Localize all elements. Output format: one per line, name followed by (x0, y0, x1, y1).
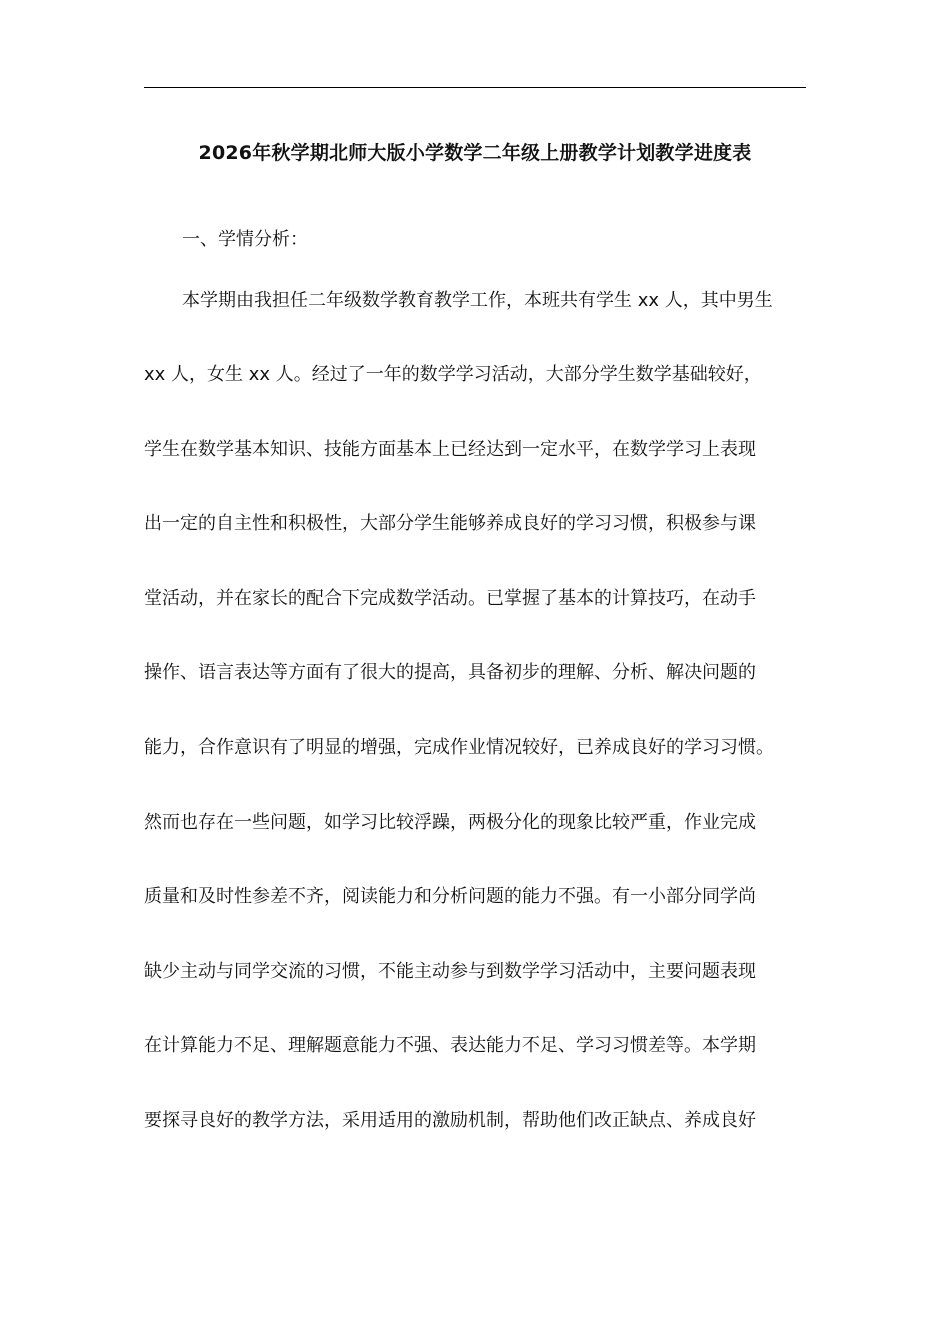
paragraph-line: xx 人，女生 xx 人。经过了一年的数学学习活动，大部分学生数学基础较好， (144, 364, 762, 385)
paragraph-line: 能力，合作意识有了明显的增强，完成作业情况较好，已养成良好的学习习惯。 (144, 737, 774, 758)
paragraph-line: 然而也存在一些问题，如学习比较浮躁，两极分化的现象比较严重，作业完成 (144, 812, 756, 833)
paragraph-line: 学生在数学基本知识、技能方面基本上已经达到一定水平，在数学学习上表现 (144, 439, 756, 460)
paragraph-line: 在计算能力不足、理解题意能力不强、表达能力不足、学习习惯差等。本学期 (144, 1035, 756, 1056)
header-rule (144, 87, 806, 88)
paragraph-line: 堂活动，并在家长的配合下完成数学活动。已掌握了基本的计算技巧，在动手 (144, 588, 756, 609)
paragraph-line: 本学期由我担任二年级数学教育教学工作，本班共有学生 xx 人，其中男生 (182, 290, 773, 311)
paragraph-line: 要探寻良好的教学方法，采用适用的激励机制，帮助他们改正缺点、养成良好 (144, 1110, 756, 1131)
paragraph-line: 操作、语言表达等方面有了很大的提高，具备初步的理解、分析、解决问题的 (144, 662, 756, 683)
paragraph-line: 缺少主动与同学交流的习惯，不能主动参与到数学学习活动中，主要问题表现 (144, 961, 756, 982)
document-title: 2026年秋学期北师大版小学数学二年级上册教学计划教学进度表 (198, 142, 752, 164)
section-heading: 一、学情分析： (182, 229, 308, 250)
paragraph-line: 质量和及时性参差不齐，阅读能力和分析问题的能力不强。有一小部分同学尚 (144, 886, 756, 907)
paragraph-line: 出一定的自主性和积极性，大部分学生能够养成良好的学习习惯，积极参与课 (144, 513, 756, 534)
